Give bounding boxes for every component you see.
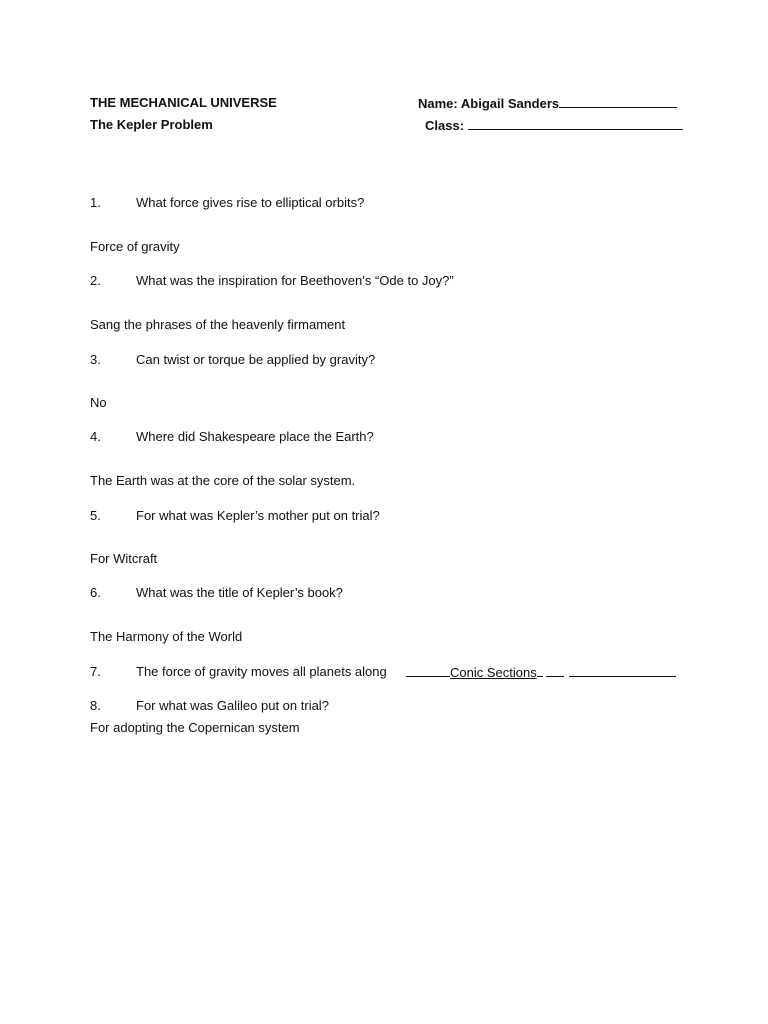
- blank-line-gap: [537, 664, 543, 677]
- question-number: 2.: [90, 273, 101, 288]
- question-number: 7.: [90, 664, 101, 679]
- answer-text: Force of gravity: [90, 239, 180, 254]
- question-number: 3.: [90, 352, 101, 367]
- name-field: [418, 95, 677, 111]
- question-text: For what was Galileo put on trial?: [136, 698, 329, 713]
- question-number: 5.: [90, 508, 101, 523]
- name-blank-line: [559, 95, 677, 108]
- answer-text: The Earth was at the core of the solar system.: [90, 473, 356, 488]
- question-text: What was the title of Kepler’s book?: [136, 585, 343, 600]
- question-text: The force of gravity moves all planets along: [136, 664, 387, 679]
- answer-text: The Harmony of the World: [90, 629, 243, 644]
- name-value: Abigail Sanders: [460, 96, 560, 111]
- question-number: 6.: [90, 585, 101, 600]
- question-number: 4.: [90, 429, 101, 444]
- question-text: Can twist or torque be applied by gravity?: [136, 352, 376, 367]
- fill-in-answer: [406, 664, 564, 680]
- class-label: Class:: [425, 118, 465, 133]
- question-text: What was the inspiration for Beethoven’s “Ode to Joy?”: [136, 273, 454, 288]
- question-text: For what was Kepler’s mother put on trial?: [136, 508, 380, 523]
- answer-text: Conic Sections: [450, 665, 537, 680]
- question-text: Where did Shakespeare place the Earth?: [136, 429, 374, 444]
- question-number: 8.: [90, 698, 101, 713]
- question-text: What force gives rise to elliptical orbits?: [136, 195, 365, 210]
- question-number: 1.: [90, 195, 101, 210]
- name-label: Name:: [418, 96, 458, 111]
- answer-text: For Witcraft: [90, 551, 158, 566]
- class-blank-line: [468, 117, 683, 130]
- answer-text: No: [90, 395, 107, 410]
- answer-text: For adopting the Copernican system: [90, 720, 300, 735]
- worksheet-subtitle: The Kepler Problem: [90, 117, 213, 132]
- worksheet-title: THE MECHANICAL UNIVERSE: [90, 95, 277, 110]
- blank-line-mid: [546, 664, 564, 677]
- blank-line-left: [406, 664, 450, 677]
- class-field: [425, 117, 683, 133]
- answer-text: Sang the phrases of the heavenly firmament: [90, 317, 346, 332]
- blank-line-right: [569, 664, 676, 680]
